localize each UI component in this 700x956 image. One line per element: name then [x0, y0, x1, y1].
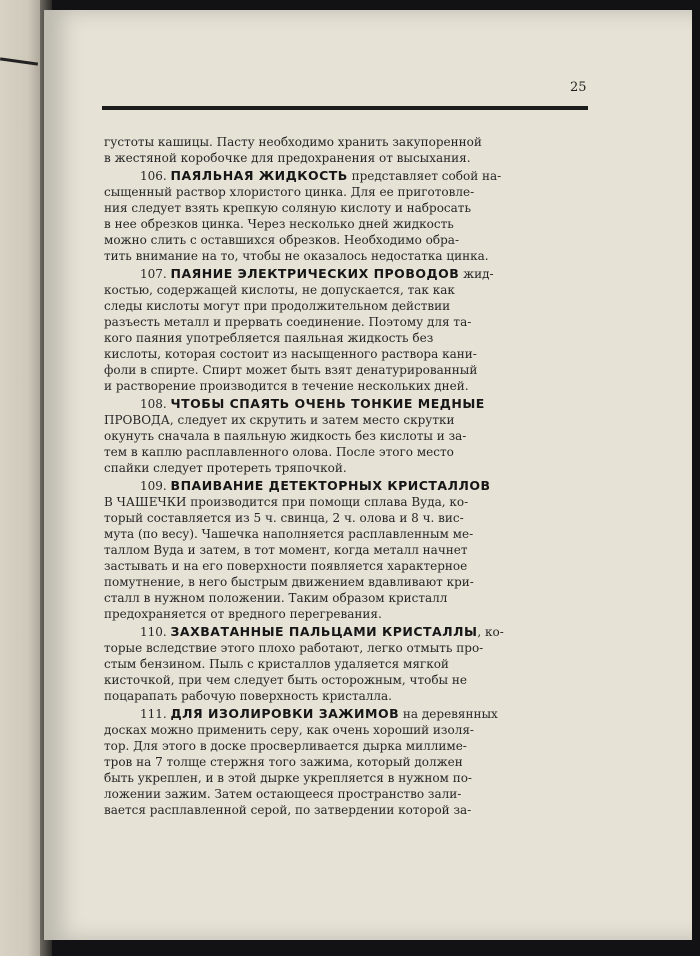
section-text: представляет собой на-: [347, 169, 502, 183]
text-line: стым бензином. Пыль с кристаллов удаляется мягкой: [104, 657, 449, 671]
text-line: торые вследствие этого плохо работают, легко отмыть про-: [104, 641, 484, 655]
text-line: следы кислоты могут при продолжительном действии: [104, 299, 451, 313]
section-heading: ПАЯЛЬНАЯ ЖИДКОСТЬ: [170, 168, 348, 183]
section-heading: ПАЯНИЕ ЭЛЕКТРИЧЕСКИХ ПРОВОДОВ: [170, 266, 460, 281]
section-111-heading-line: [104, 706, 590, 722]
text-line: и растворение производится в течение нескольких дней.: [104, 379, 469, 393]
section-number: 106.: [140, 169, 171, 183]
section-heading: ВПАИВАНИЕ ДЕТЕКТОРНЫХ КРИСТАЛЛОВ: [170, 478, 491, 493]
text-line: помутнение, в него быстрым движением вдавливают кри-: [104, 575, 474, 589]
section-heading: ЗАХВАТАННЫЕ ПАЛЬЦАМИ КРИСТАЛЛЫ: [170, 624, 478, 639]
section-number: 111.: [140, 707, 171, 721]
text-line: спайки следует протереть тряпочкой.: [104, 461, 347, 475]
text-line: разъесть металл и прервать соединение. Поэтому для та-: [104, 315, 472, 329]
text-line: В ЧАШЕЧКИ производится при помощи сплава Вуда, ко-: [104, 495, 469, 509]
left-page-rule: [0, 57, 38, 65]
section-106-heading-line: [104, 168, 590, 184]
text-line: тить внимание на то, чтобы не оказалось недостатка цинка.: [104, 249, 489, 263]
text-line: застывать и на его поверхности появляется характерное: [104, 559, 468, 573]
text-line: фоли в спирте. Спирт может быть взят денатурированный: [104, 363, 478, 377]
text-line: тров на 7 толще стержня того зажима, который должен: [104, 755, 463, 769]
text-line: предохраняется от вредного перегревания.: [104, 607, 382, 621]
text-line: тем в каплю расплавленного олова. После этого место: [104, 445, 454, 459]
text-line: костью, содержащей кислоты, не допускается, так как: [104, 283, 455, 297]
section-107-heading-line: [104, 266, 590, 282]
text-line: поцарапать рабочую поверхность кристалла.: [104, 689, 392, 703]
text-line: окунуть сначала в паяльную жидкость без кислоты и за-: [104, 429, 467, 443]
section-109-heading-line: [104, 478, 590, 494]
book-page: [44, 10, 692, 940]
section-text: на деревянных: [399, 707, 498, 721]
text-line: ния следует взять крепкую соляную кислоту и набросать: [104, 201, 471, 215]
text-line: вается расплавленной серой, по затвердении которой за-: [104, 803, 472, 817]
text-line: тор. Для этого в доске просверливается дырка миллиме-: [104, 739, 467, 753]
text-line: таллом Вуда и затем, в тот момент, когда металл начнет: [104, 543, 468, 557]
text-line: кисточкой, при чем следует быть осторожным, чтобы не: [104, 673, 468, 687]
text-line: сталл в нужном положении. Таким образом кристалл: [104, 591, 448, 605]
text-line: досках можно применить серу, как очень хороший изоля-: [104, 723, 474, 737]
text-line: ложении зажим. Затем остающееся пространство зали-: [104, 787, 462, 801]
text-line: сыщенный раствор хлористого цинка. Для ее приготовле-: [104, 185, 475, 199]
text-line: можно слить с оставшихся обрезков. Необходимо обра-: [104, 233, 460, 247]
text-line: кислоты, которая состоит из насыщенного раствора кани-: [104, 347, 477, 361]
text-line: мута (по весу). Чашечка наполняется расплавленным ме-: [104, 527, 474, 541]
section-heading: ДЛЯ ИЗОЛИРОВКИ ЗАЖИМОВ: [170, 706, 400, 721]
text-line: густоты кашицы. Пасту необходимо хранить закупоренной: [104, 135, 482, 149]
text-line: ПРОВОДА, следует их скрутить и затем место скрутки: [104, 413, 455, 427]
section-text: жид-: [459, 267, 494, 281]
section-108-heading-line: [104, 396, 590, 412]
section-number: 108.: [140, 397, 171, 411]
text-line: торый составляется из 5 ч. свинца, 2 ч. олова и 8 ч. вис-: [104, 511, 464, 525]
section-number: 109.: [140, 479, 171, 493]
section-110-heading-line: [104, 624, 590, 640]
text-line: быть укреплен, и в этой дырке укрепляется в нужном по-: [104, 771, 472, 785]
section-number: 110.: [140, 625, 171, 639]
page-text: [104, 134, 590, 818]
section-number: 107.: [140, 267, 171, 281]
page-number: 25: [570, 80, 587, 95]
text-line: в нее обрезков цинка. Через несколько дней жидкость: [104, 217, 454, 231]
header-rule: [102, 106, 588, 110]
text-line: кого паяния употребляется паяльная жидкость без: [104, 331, 434, 345]
section-heading: ЧТОБЫ СПАЯТЬ ОЧЕНЬ ТОНКИЕ МЕДНЫЕ: [170, 396, 485, 411]
section-text: , ко-: [477, 625, 504, 639]
text-line: в жестяной коробочке для предохранения от высыхания.: [104, 151, 471, 165]
